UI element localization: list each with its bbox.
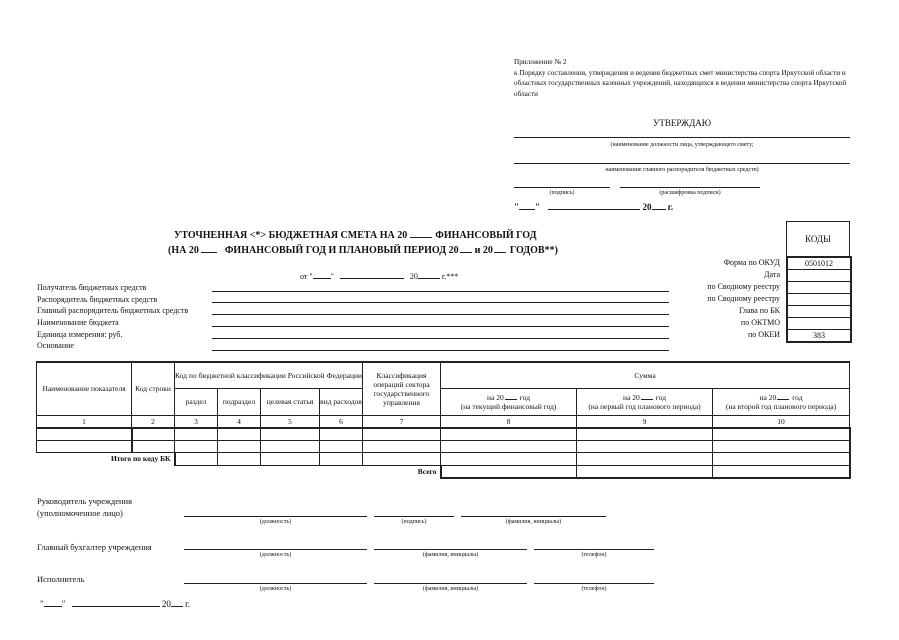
col-header-kosgu: Классификация операций сектора государственного управления xyxy=(363,362,441,415)
date-quote-close: " xyxy=(535,202,540,212)
table-cell[interactable] xyxy=(132,428,175,440)
executor-name-line[interactable] xyxy=(374,583,527,584)
from-quote: " xyxy=(330,272,334,281)
table-cell[interactable] xyxy=(261,452,320,465)
appendix-block xyxy=(514,57,854,99)
document-date-line xyxy=(300,269,458,281)
code-value-oktmo[interactable] xyxy=(788,318,850,330)
approval-position-line[interactable] xyxy=(514,137,850,138)
table-cell[interactable] xyxy=(132,440,175,452)
unit-line[interactable] xyxy=(212,338,669,339)
col-header-sum-group: Сумма xyxy=(441,362,850,388)
col-header-name: Наименование показателя xyxy=(37,362,132,415)
head-name-caption: (фамилия, инициалы) xyxy=(505,519,562,525)
code-label-oktmo: по ОКТМО xyxy=(740,318,780,327)
document-title-line1 xyxy=(174,228,536,241)
code-label-registry-1: по Сводному реестру xyxy=(707,282,780,291)
col-number-3: 3 xyxy=(175,415,218,428)
code-label-okud: Форма по ОКУД xyxy=(723,258,780,267)
col-header-sum-current xyxy=(441,388,577,415)
total-bk-label: Итого по коду БК xyxy=(110,454,171,464)
table-cell[interactable] xyxy=(713,452,850,465)
sig-year-suffix: г. xyxy=(185,599,191,609)
head-name-line[interactable] xyxy=(461,516,606,517)
title2-text-a: (НА 20 xyxy=(168,245,199,256)
code-value-okei[interactable]: 383 xyxy=(813,331,825,340)
date-quote-open: " xyxy=(514,202,519,212)
col-header-target: целевая статья xyxy=(261,388,320,415)
title2-year1-blank[interactable] xyxy=(201,243,217,253)
table-cell[interactable] xyxy=(218,428,261,440)
table-cell[interactable] xyxy=(713,465,850,478)
sum2-suffix: год xyxy=(655,393,667,402)
basis-line[interactable] xyxy=(212,350,669,351)
approval-date xyxy=(514,200,673,212)
approval-year-blank[interactable] xyxy=(652,200,666,210)
col-header-bk-group: Код по бюджетной классификации Российской Федерации xyxy=(175,362,363,388)
executor-position-line[interactable] xyxy=(184,583,367,584)
title-year-blank[interactable] xyxy=(410,228,432,238)
table-cell[interactable] xyxy=(363,452,441,465)
code-label-okei: по ОКЕИ xyxy=(747,330,780,339)
table-cell[interactable] xyxy=(218,452,261,465)
from-year-blank[interactable] xyxy=(418,269,440,279)
col-header-subsection: подраздел xyxy=(218,388,261,415)
manager-line[interactable] xyxy=(212,302,669,303)
head-label-2: (уполномоченное лицо) xyxy=(37,508,123,518)
code-label-glava-bk: Глава по БК xyxy=(739,306,780,315)
table-row xyxy=(37,428,850,440)
code-value-glava-bk[interactable] xyxy=(788,306,850,318)
label-chief-manager: Главный распорядитель бюджетных средств xyxy=(37,306,189,316)
sig-date-quote-open: " xyxy=(40,599,44,609)
table-cell[interactable] xyxy=(320,440,363,452)
sig-year-blank[interactable] xyxy=(171,597,183,607)
table-cell[interactable] xyxy=(441,440,577,452)
approval-title: УТВЕРЖДАЮ xyxy=(652,118,711,128)
col-header-sum-plan2 xyxy=(713,388,850,415)
table-cell[interactable] xyxy=(577,440,713,452)
table-cell[interactable] xyxy=(320,428,363,440)
col-number-8: 8 xyxy=(441,415,577,428)
table-cell[interactable] xyxy=(175,440,218,452)
head-signature-caption: (подпись) xyxy=(401,519,427,525)
table-cell[interactable] xyxy=(261,440,320,452)
table-row xyxy=(37,440,850,452)
col-header-expense: вид расходов xyxy=(320,388,363,415)
title2-year2-blank[interactable] xyxy=(460,243,472,253)
sum1-suffix: год xyxy=(519,393,531,402)
chief-manager-line[interactable] xyxy=(212,314,669,315)
col-header-sum-plan1 xyxy=(577,388,713,415)
table-row-total-bk xyxy=(37,452,850,465)
col-number-1: 1 xyxy=(37,415,132,428)
table-cell[interactable] xyxy=(37,428,132,440)
sum3-prefix: на 20 xyxy=(759,393,777,402)
sig-day-blank[interactable] xyxy=(44,597,62,607)
approval-month-blank[interactable] xyxy=(548,200,640,210)
label-manager: Распорядитель бюджетных средств xyxy=(37,294,158,304)
budget-name-line[interactable] xyxy=(212,326,669,327)
col-number-2: 2 xyxy=(132,415,175,428)
code-value-registry-1[interactable] xyxy=(788,282,850,294)
code-label-registry-2: по Сводному реестру xyxy=(707,294,780,303)
approval-signature-line[interactable] xyxy=(514,187,610,188)
approval-manager-line[interactable] xyxy=(514,163,850,164)
head-signature-line[interactable] xyxy=(374,516,454,517)
head-label xyxy=(37,495,132,519)
table-cell[interactable] xyxy=(363,428,441,440)
sum3-suffix: год xyxy=(792,393,803,402)
sum1-prefix: на 20 xyxy=(487,393,504,402)
chief-position-line[interactable] xyxy=(184,549,367,550)
from-prefix: от " xyxy=(300,272,313,281)
code-label-date: Дата xyxy=(764,270,780,279)
sum1-note: (на текущий финансовый год) xyxy=(460,402,557,411)
table-cell[interactable] xyxy=(261,428,320,440)
executor-label: Исполнитель xyxy=(37,574,85,584)
chief-accountant-label: Главный бухгалтер учреждения xyxy=(37,542,152,552)
approval-day-blank[interactable] xyxy=(519,200,535,210)
approval-year-suffix: г. xyxy=(667,202,674,212)
title2-text-b: ФИНАНСОВЫЙ ГОД И ПЛАНОВЫЙ ПЕРИОД 20 xyxy=(224,245,459,256)
approval-name-caption: (расшифровка подписи) xyxy=(659,190,721,196)
approval-position-caption: (наименование должности лица, утверждающего смету; xyxy=(610,142,754,148)
title2-text-d: ГОДОВ**) xyxy=(509,245,558,256)
sig-month-blank[interactable] xyxy=(72,597,160,607)
codes-header: КОДЫ xyxy=(786,221,850,257)
from-day-blank[interactable] xyxy=(313,269,331,279)
table-cell[interactable] xyxy=(175,428,218,440)
sum3-year-blank[interactable] xyxy=(777,392,789,400)
title-text-a: УТОЧНЕННАЯ <*> БЮДЖЕТНАЯ СМЕТА НА 20 xyxy=(174,230,408,241)
sum2-year-blank[interactable] xyxy=(641,392,653,400)
from-month-blank[interactable] xyxy=(340,269,404,279)
signature-date xyxy=(40,597,190,609)
sum1-year-blank[interactable] xyxy=(505,392,517,400)
table-cell[interactable] xyxy=(363,440,441,452)
codes-labels xyxy=(640,257,780,341)
table-cell[interactable] xyxy=(441,465,577,478)
recipient-line[interactable] xyxy=(212,291,669,292)
table-cell[interactable] xyxy=(320,452,363,465)
table-cell[interactable] xyxy=(713,440,850,452)
col-number-9: 9 xyxy=(577,415,713,428)
label-unit: Единица измерения: руб. xyxy=(37,329,123,339)
label-recipient: Получатель бюджетных средств xyxy=(37,283,147,292)
col-number-10: 10 xyxy=(713,415,850,428)
table-cell[interactable] xyxy=(713,428,850,440)
from-suffix: г.*** xyxy=(441,272,459,281)
executor-name-caption: (фамилия, инициалы) xyxy=(422,586,479,592)
table-cell[interactable] xyxy=(577,465,713,478)
approval-manager-caption: наименование главного распорядителя бюджетных средств) xyxy=(605,167,759,173)
codes-box xyxy=(786,256,852,343)
head-position-line[interactable] xyxy=(184,516,367,517)
col-number-6: 6 xyxy=(320,415,363,428)
table-cell[interactable] xyxy=(441,452,577,465)
left-labels xyxy=(37,282,217,352)
chief-position-caption: (должность) xyxy=(259,552,292,558)
from-year: 20 xyxy=(409,272,418,281)
budget-table xyxy=(36,361,851,479)
appendix-title: Приложение № 2 xyxy=(514,58,567,66)
col-header-section: раздел xyxy=(175,388,218,415)
sig-year-prefix: 20 xyxy=(161,599,171,609)
chief-phone-caption: (телефон) xyxy=(581,552,607,558)
code-value-okud[interactable]: 0501012 xyxy=(788,258,850,270)
head-label-1: Руководитель учреждения xyxy=(37,496,133,506)
table-cell[interactable] xyxy=(37,440,132,452)
executor-phone-line[interactable] xyxy=(534,583,654,584)
appendix-text: к Порядку составления, утверждения и ведения бюджетных смет министерства спорта Иркутской области и областных государственных казенных учреждений, находящихся в ведении министерства спорта Иркутской области xyxy=(514,68,847,98)
approval-year-prefix: 20 xyxy=(642,202,652,212)
table-cell[interactable] xyxy=(175,452,218,465)
approval-name-line[interactable] xyxy=(620,187,760,188)
chief-name-line[interactable] xyxy=(374,549,527,550)
label-budget-name: Наименование бюджета xyxy=(37,318,119,328)
head-position-caption: (должность) xyxy=(259,519,292,525)
sum3-note: (на второй год планового периода) xyxy=(725,402,837,411)
total-all-label: Всего xyxy=(417,467,437,477)
col-header-code: Код строки xyxy=(132,362,175,415)
label-basis: Основание xyxy=(37,341,74,351)
chief-name-caption: (фамилия, инициалы) xyxy=(422,552,479,558)
col-number-7: 7 xyxy=(363,415,441,428)
sum2-note: (на первый год планового периода) xyxy=(588,402,701,411)
approval-signature-caption: (подпись) xyxy=(549,190,575,196)
table-cell[interactable] xyxy=(577,428,713,440)
col-number-5: 5 xyxy=(261,415,320,428)
document-title-line2 xyxy=(168,243,558,256)
title2-year3-blank[interactable] xyxy=(494,243,506,253)
executor-position-caption: (должность) xyxy=(259,586,292,592)
code-value-registry-2[interactable] xyxy=(788,294,850,306)
table-cell[interactable] xyxy=(441,428,577,440)
table-cell[interactable] xyxy=(577,452,713,465)
code-value-date[interactable] xyxy=(788,270,850,282)
sig-date-quote-close: " xyxy=(61,599,66,609)
chief-phone-line[interactable] xyxy=(534,549,654,550)
sum2-prefix: на 20 xyxy=(623,393,640,402)
table-row-total-all xyxy=(37,465,850,478)
table-cell[interactable] xyxy=(218,440,261,452)
title-text-b: ФИНАНСОВЫЙ ГОД xyxy=(435,230,537,241)
executor-phone-caption: (телефон) xyxy=(581,586,607,592)
title2-text-c: и 20 xyxy=(474,245,493,256)
col-number-4: 4 xyxy=(218,415,261,428)
